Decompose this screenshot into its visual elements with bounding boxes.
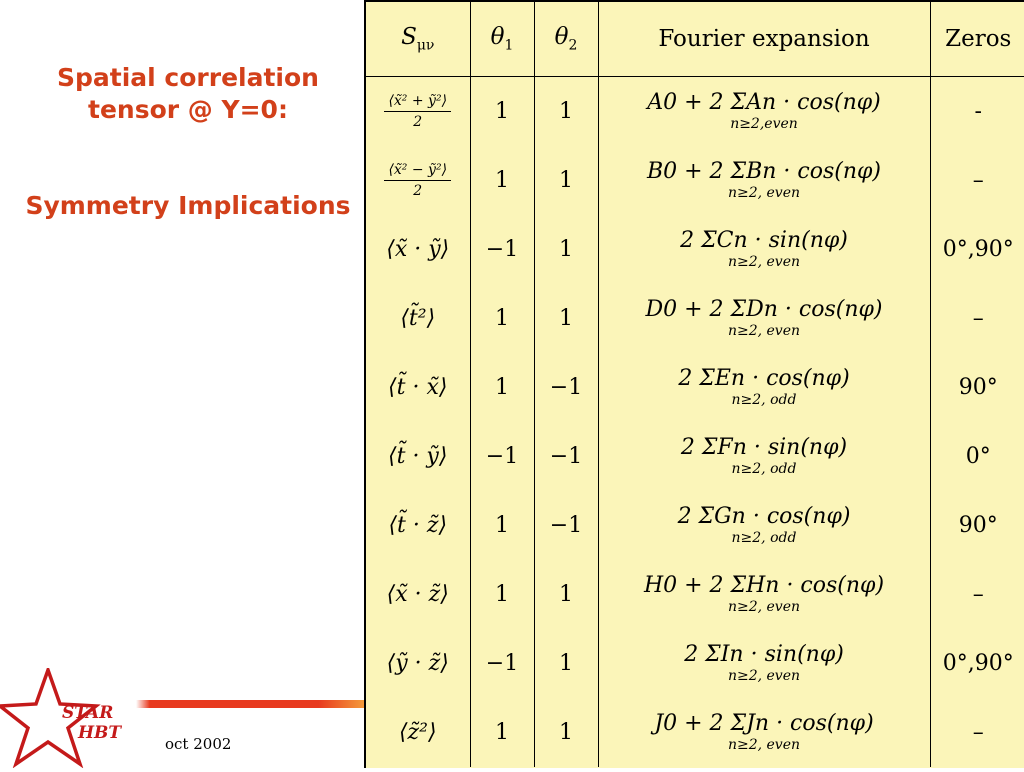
- cell-theta2: 1: [534, 146, 598, 215]
- table-row: [366, 560, 1024, 629]
- cell-zeros: 90°: [958, 513, 998, 538]
- expansion-formula: A0 + 2 ΣAn · cos(nφ): [647, 90, 881, 115]
- cell-correlator: ⟨t̃ · z̃⟩: [366, 491, 470, 560]
- summation-range: n≥2, even: [727, 185, 801, 201]
- star-hbt-logo: [0, 668, 136, 768]
- cell-theta1: 1: [470, 491, 534, 560]
- logo-text-hbt: HBT: [78, 723, 122, 743]
- cell-zeros: –: [972, 582, 984, 607]
- cell-zeros: 0°,90°: [942, 237, 1014, 262]
- summation-range: n≥2, odd: [731, 461, 797, 477]
- expansion-formula: 2 ΣEn · cos(nφ): [678, 366, 850, 391]
- cell-theta1: −1: [470, 629, 534, 698]
- table-row: [366, 77, 1024, 147]
- expansion-formula: 2 ΣFn · sin(nφ): [680, 435, 848, 460]
- cell-zeros: –: [972, 720, 984, 745]
- cell-zeros: –: [972, 168, 984, 193]
- cell-fourier-expansion: [598, 491, 930, 560]
- cell-theta2: 1: [534, 629, 598, 698]
- expansion-formula: B0 + 2 ΣBn · cos(nφ): [646, 159, 882, 184]
- cell-correlator: ⟨ỹ · z̃⟩: [366, 629, 470, 698]
- summation-range: n≥2,even: [730, 116, 798, 132]
- cell-theta1: 1: [470, 77, 534, 147]
- cell-zeros: -: [974, 99, 982, 124]
- cell-theta2: 1: [534, 215, 598, 284]
- table-row: [366, 146, 1024, 215]
- cell-fourier-expansion: [598, 146, 930, 215]
- cell-fourier-expansion: [598, 353, 930, 422]
- cell-correlator: $\frac{\text{⟨x̃² − ỹ²⟩}}{2}$: [366, 146, 470, 215]
- cell-correlator: ⟨t̃²⟩: [366, 284, 470, 353]
- table-header-row: [366, 1, 1024, 77]
- cell-correlator: ⟨t̃ · x̃⟩: [366, 353, 470, 422]
- table-row: [366, 629, 1024, 698]
- cell-zeros: 0°: [965, 444, 991, 469]
- cell-fourier-expansion: [598, 284, 930, 353]
- cell-correlator: ⟨z̃²⟩: [366, 698, 470, 767]
- summation-range: n≥2, odd: [731, 530, 797, 546]
- summation-range: n≥2, even: [727, 254, 801, 270]
- expansion-formula: J0 + 2 ΣJn · cos(nφ): [654, 711, 874, 736]
- table-row: [366, 284, 1024, 353]
- cell-theta2: 1: [534, 77, 598, 147]
- cell-correlator: $\frac{\text{⟨x̃² + ỹ²⟩}}{2}$: [366, 77, 470, 147]
- logo-text-star: STAR: [62, 703, 114, 723]
- cell-fourier-expansion: [598, 560, 930, 629]
- header-theta2: $\theta_2$: [534, 1, 598, 77]
- cell-correlator: ⟨x̃ · ỹ⟩: [366, 215, 470, 284]
- cell-theta2: −1: [534, 422, 598, 491]
- table-row: [366, 215, 1024, 284]
- footer-date: oct 2002: [165, 735, 232, 753]
- cell-theta1: 1: [470, 698, 534, 767]
- table-row: [366, 698, 1024, 767]
- decorative-bar: [136, 700, 364, 708]
- expansion-formula: 2 ΣCn · sin(nφ): [680, 228, 848, 253]
- cell-theta1: −1: [470, 215, 534, 284]
- cell-fourier-expansion: [598, 215, 930, 284]
- summation-range: n≥2, even: [727, 599, 801, 615]
- expansion-formula: 2 ΣGn · cos(nφ): [677, 504, 851, 529]
- cell-theta2: −1: [534, 353, 598, 422]
- cell-theta1: −1: [470, 422, 534, 491]
- cell-zeros: 90°: [958, 375, 998, 400]
- summation-range: n≥2, even: [727, 737, 801, 753]
- cell-theta2: 1: [534, 560, 598, 629]
- cell-theta1: 1: [470, 284, 534, 353]
- cell-theta1: 1: [470, 560, 534, 629]
- header-s: $S_{\mu\nu}$: [366, 1, 470, 77]
- cell-fourier-expansion: [598, 629, 930, 698]
- cell-correlator: ⟨x̃ · z̃⟩: [366, 560, 470, 629]
- summation-range: n≥2, even: [727, 668, 801, 684]
- header-fourier: Fourier expansion: [598, 1, 930, 77]
- table-row: [366, 422, 1024, 491]
- symmetry-table: [366, 0, 1024, 767]
- cell-theta2: 1: [534, 698, 598, 767]
- cell-theta2: −1: [534, 491, 598, 560]
- table-row: [366, 491, 1024, 560]
- expansion-formula: 2 ΣIn · sin(nφ): [684, 642, 844, 667]
- slide-title: Spatial correlation tensor @ Y=0:: [57, 63, 319, 124]
- cell-theta1: 1: [470, 353, 534, 422]
- slide-subtitle: Symmetry Implications: [25, 191, 351, 220]
- header-theta1: $\theta_1$: [470, 1, 534, 77]
- expansion-formula: H0 + 2 ΣHn · cos(nφ): [643, 573, 885, 598]
- cell-fourier-expansion: [598, 77, 930, 147]
- cell-theta2: 1: [534, 284, 598, 353]
- summation-range: n≥2, even: [727, 323, 801, 339]
- cell-fourier-expansion: [598, 698, 930, 767]
- cell-zeros: 0°,90°: [942, 651, 1014, 676]
- header-zeros: Zeros: [930, 1, 1024, 77]
- table-row: [366, 353, 1024, 422]
- cell-correlator: ⟨t̃ · ỹ⟩: [366, 422, 470, 491]
- summation-range: n≥2, odd: [731, 392, 797, 408]
- symmetry-table-panel: [364, 0, 1024, 768]
- cell-theta1: 1: [470, 146, 534, 215]
- expansion-formula: D0 + 2 ΣDn · cos(nφ): [645, 297, 883, 322]
- cell-zeros: –: [972, 306, 984, 331]
- cell-fourier-expansion: [598, 422, 930, 491]
